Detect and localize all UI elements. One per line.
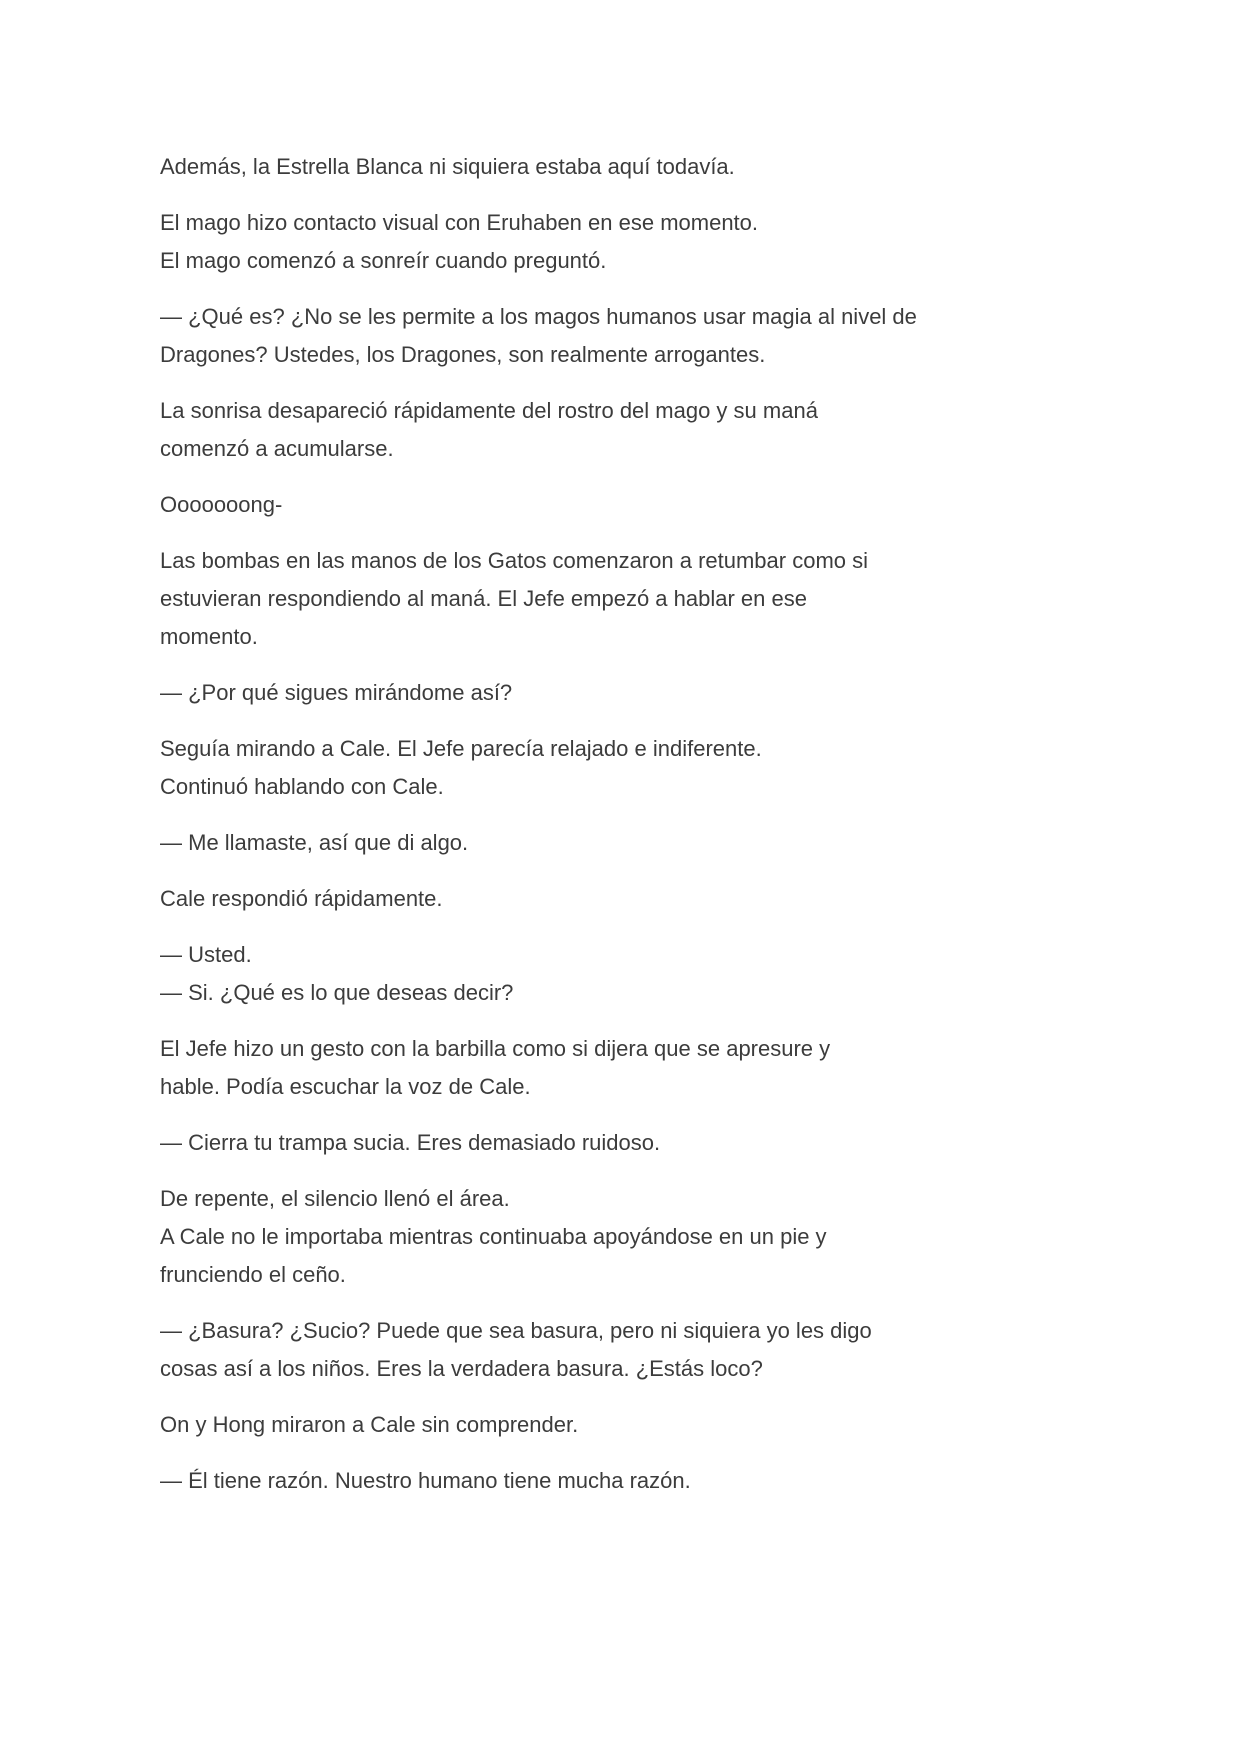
text-line: momento.	[160, 624, 258, 649]
text-line: Seguía mirando a Cale. El Jefe parecía relajado e indiferente.	[160, 736, 762, 761]
text-line: — Me llamaste, así que di algo.	[160, 830, 469, 855]
text-line: El mago hizo contacto visual con Eruhaben en ese momento.	[160, 210, 759, 235]
text-line: Cale respondió rápidamente.	[160, 886, 443, 911]
text-line: — ¿Qué es? ¿No se les permite a los magos humanos usar magia al nivel de	[160, 304, 917, 329]
paragraph	[160, 1406, 1090, 1444]
paragraph	[160, 204, 1090, 280]
paragraph	[160, 674, 1090, 712]
text-line: Las bombas en las manos de los Gatos comenzaron a retumbar como si	[160, 548, 869, 573]
text-line: — ¿Por qué sigues mirándome así?	[160, 680, 513, 705]
text-line: Ooooooong-	[160, 492, 283, 517]
text-line: — Si. ¿Qué es lo que deseas decir?	[160, 980, 514, 1005]
paragraph	[160, 542, 1090, 656]
document-text	[160, 148, 1090, 1518]
paragraph	[160, 148, 1090, 186]
text-line: — Él tiene razón. Nuestro humano tiene mucha razón.	[160, 1468, 691, 1493]
paragraph	[160, 936, 1090, 1012]
paragraph	[160, 298, 1090, 374]
text-line: estuvieran respondiendo al maná. El Jefe empezó a hablar en ese	[160, 586, 807, 611]
text-line: On y Hong miraron a Cale sin comprender.	[160, 1412, 579, 1437]
text-line: comenzó a acumularse.	[160, 436, 394, 461]
text-line: Continuó hablando con Cale.	[160, 774, 444, 799]
paragraph	[160, 1030, 1090, 1106]
text-line: Además, la Estrella Blanca ni siquiera estaba aquí todavía.	[160, 154, 735, 179]
text-line: cosas así a los niños. Eres la verdadera basura. ¿Estás loco?	[160, 1356, 763, 1381]
paragraph	[160, 1180, 1090, 1294]
text-line: — Cierra tu trampa sucia. Eres demasiado ruidoso.	[160, 1130, 661, 1155]
text-line: A Cale no le importaba mientras continuaba apoyándose en un pie y	[160, 1224, 827, 1249]
text-line: frunciendo el ceño.	[160, 1262, 346, 1287]
paragraph	[160, 486, 1090, 524]
paragraph	[160, 824, 1090, 862]
paragraph	[160, 880, 1090, 918]
text-line: — ¿Basura? ¿Sucio? Puede que sea basura, pero ni siquiera yo les digo	[160, 1318, 872, 1343]
paragraph	[160, 1462, 1090, 1500]
text-line: El Jefe hizo un gesto con la barbilla como si dijera que se apresure y	[160, 1036, 831, 1061]
text-line: — Usted.	[160, 942, 252, 967]
text-line: El mago comenzó a sonreír cuando preguntó.	[160, 248, 607, 273]
paragraph	[160, 1312, 1090, 1388]
paragraph	[160, 730, 1090, 806]
paragraph	[160, 1124, 1090, 1162]
text-line: La sonrisa desapareció rápidamente del rostro del mago y su maná	[160, 398, 818, 423]
text-line: hable. Podía escuchar la voz de Cale.	[160, 1074, 531, 1099]
text-line: De repente, el silencio llenó el área.	[160, 1186, 510, 1211]
paragraph	[160, 392, 1090, 468]
text-line: Dragones? Ustedes, los Dragones, son realmente arrogantes.	[160, 342, 766, 367]
